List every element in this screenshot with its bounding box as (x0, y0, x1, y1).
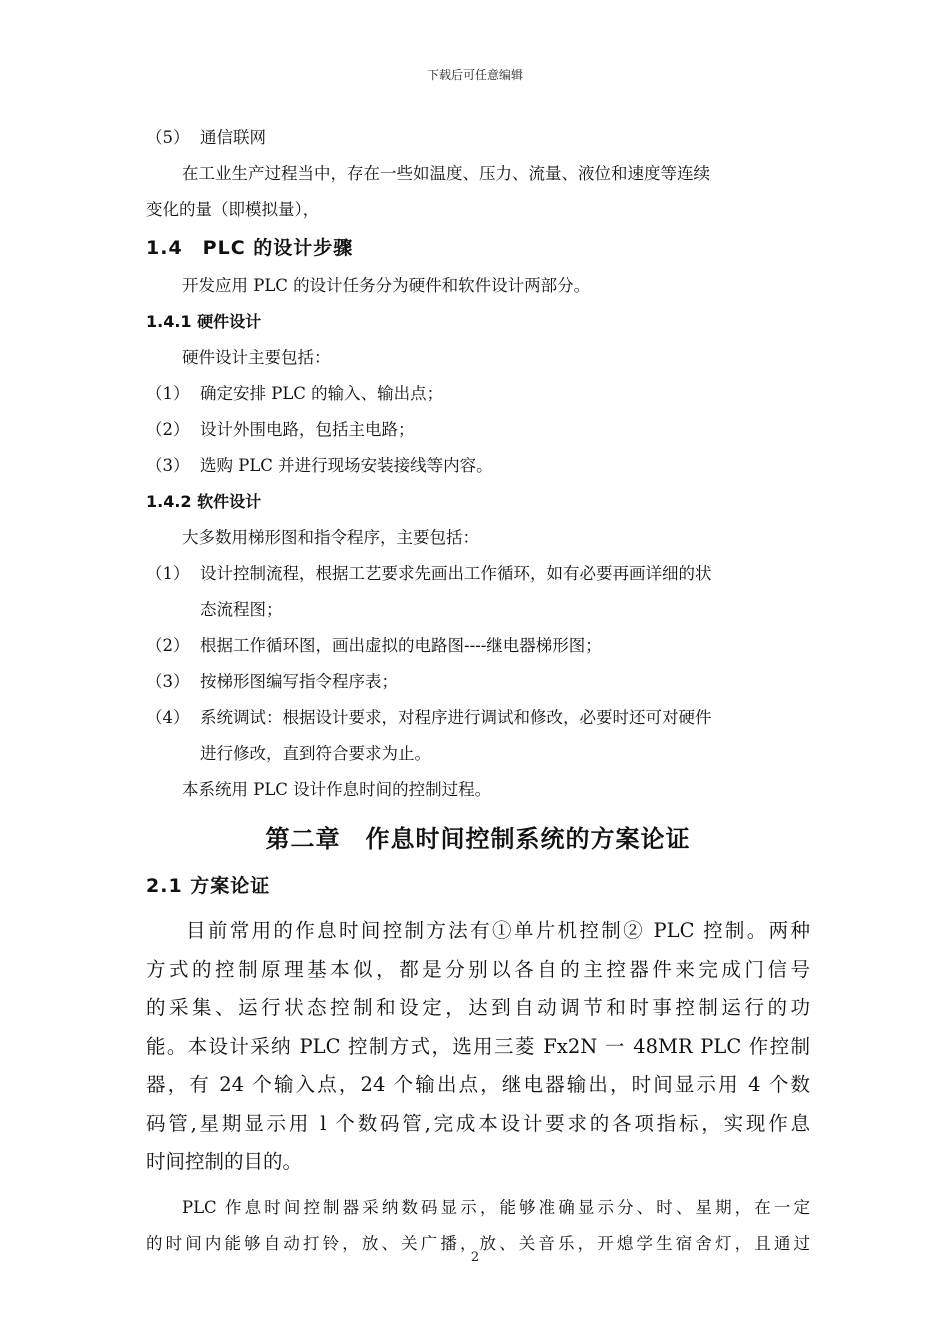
paragraph (146, 912, 810, 1182)
list-item-text-continued: 态流程图； (200, 600, 283, 619)
list-item-body (200, 700, 810, 772)
paragraph-line: 目前常用的作息时间控制方法有①单片机控制② PLC 控制。两种 (186, 919, 810, 942)
section-closing: 本系统用 PLC 设计作息时间的控制过程。 (182, 780, 492, 799)
paragraph-line: 方式的控制原理基本似，都是分别以各自的主控器件来完成门信号 (146, 957, 810, 981)
list-item (146, 120, 810, 156)
list-item-text: 选购 PLC 并进行现场安装接线等内容。 (200, 456, 493, 475)
list-item (146, 556, 810, 628)
list-item-number: （3） (146, 456, 190, 475)
paragraph-line: 能。本设计采纳 PLC 控制方式，选用三菱 Fx2N 一 48MR PLC 作控制 (146, 1034, 810, 1058)
list-item-number: （4） (146, 708, 190, 727)
section-intro: 开发应用 PLC 的设计任务分为硬件和软件设计两部分。 (182, 276, 591, 295)
list-item-text: 设计控制流程，根据工艺要求先画出工作循环，如有必要再画详细的状 (200, 564, 712, 583)
list-item-number: （3） (146, 672, 190, 691)
page-header: 下载后可任意编辑 (426, 68, 523, 82)
list-item-number: （2） (146, 420, 190, 439)
list-item-text: 系统调试：根据设计要求，对程序进行调试和修改，必要时还可对硬件 (200, 708, 712, 727)
list-item-text: 确定安排 PLC 的输入、输出点； (200, 384, 444, 403)
paragraph-line: 器，有 24 个输入点，24 个输出点，继电器输出，时间显示用 4 个数 (146, 1073, 810, 1096)
section-intro: 大多数用梯形图和指令程序，主要包括： (182, 528, 479, 547)
list-item-text-continued: 进行修改，直到符合要求为止。 (200, 744, 431, 763)
paragraph-line: 码管,星期显示用 l 个数码管,完成本设计要求的各项指标，实现作息 (146, 1111, 810, 1135)
list-item-text: 根据工作循环图，画出虚拟的电路图----继电器梯形图； (200, 636, 602, 655)
list-item-number: （5） (146, 128, 190, 147)
list-item (146, 448, 810, 484)
list-item (146, 664, 810, 700)
paragraph-line: 变化的量（即模拟量）， (146, 200, 320, 219)
list-item (146, 628, 810, 664)
section-heading-2-1: 2.1 方案论证 (146, 875, 271, 897)
chapter-title: 第二章 作息时间控制系统的方案论证 (265, 825, 691, 853)
list-item-number: （2） (146, 636, 190, 655)
list-item (146, 700, 810, 772)
list-item-number: （1） (146, 384, 190, 403)
paragraph-line: 的采集、运行状态控制和设定，达到自动调节和时事控制运行的功 (146, 996, 810, 1019)
list-item-text: 按梯形图编写指令程序表； (200, 672, 398, 691)
paragraph-line: 时间控制的目的。 (146, 1150, 303, 1173)
page-content (146, 120, 810, 1262)
paragraph-line: 的时间内能够自动打铃，放、关广播，放、关音乐，开熄学生宿舍灯，且通过 (146, 1233, 810, 1253)
list-item (146, 376, 810, 412)
list-item (146, 412, 810, 448)
section-intro: 硬件设计主要包括： (182, 348, 331, 367)
paragraph-line: 在工业生产过程当中，存在一些如温度、压力、流量、液位和速度等连续 (182, 164, 710, 183)
list-item-text: 通信联网 (200, 128, 266, 147)
section-heading-1-4-2: 1.4.2 软件设计 (146, 492, 262, 511)
paragraph-line: PLC 作息时间控制器采纳数码显示，能够准确显示分、时、星期，在一定 (182, 1197, 810, 1217)
section-heading-1-4-1: 1.4.1 硬件设计 (146, 312, 262, 331)
list-item-text: 设计外围电路，包括主电路； (200, 420, 415, 439)
list-item-body (200, 556, 810, 628)
list-item-number: （1） (146, 564, 190, 583)
section-heading-1-4: 1.4 PLC 的设计步骤 (146, 237, 354, 259)
page-number: 2 (470, 1250, 480, 1265)
